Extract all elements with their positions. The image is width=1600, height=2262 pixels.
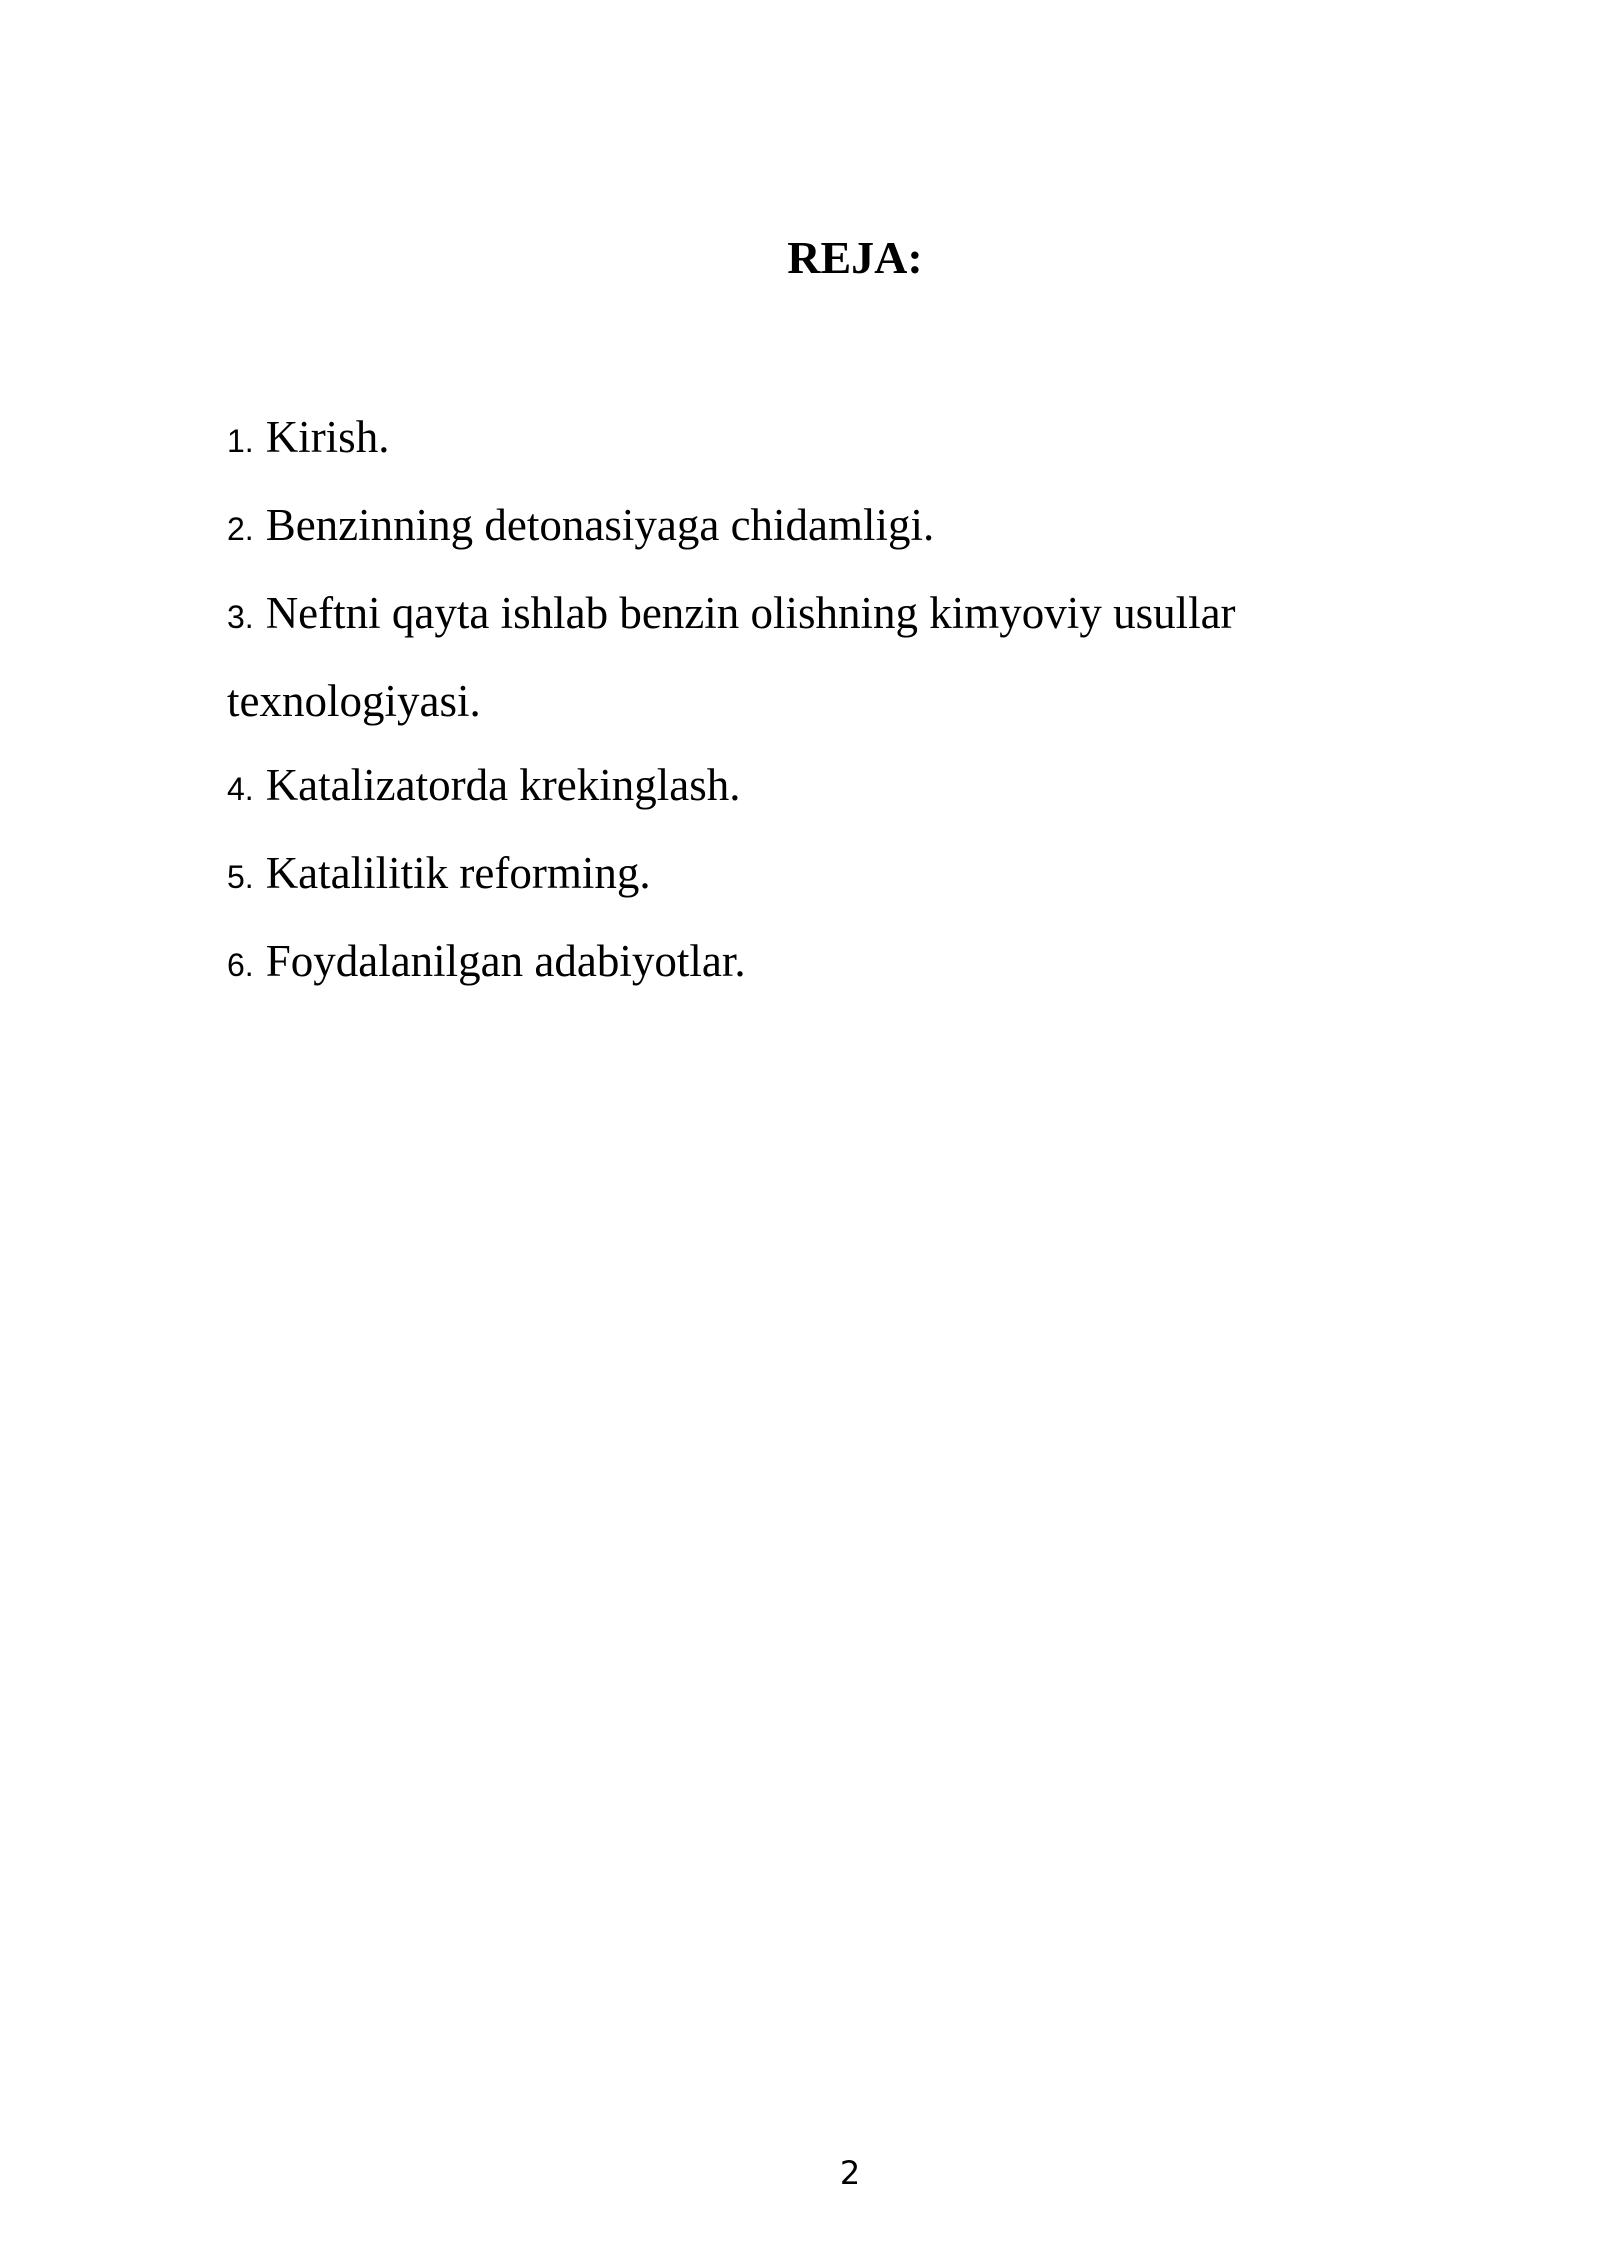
plan-list xyxy=(227,395,1387,1007)
plan-item-text: Neftni qayta ishlab benzin olishning kimyoviy usullar texnologiyasi. xyxy=(227,588,1236,726)
plan-item-number: 5. xyxy=(227,859,254,895)
plan-item-2 xyxy=(227,483,1387,571)
plan-item-number: 3. xyxy=(227,599,254,635)
plan-item-number: 1. xyxy=(227,423,254,459)
plan-item-3 xyxy=(227,571,1387,743)
plan-item-text: Foydalanilgan adabiyotlar. xyxy=(265,936,746,986)
plan-item-1 xyxy=(227,395,1387,483)
plan-item-6 xyxy=(227,919,1387,1007)
plan-item-4 xyxy=(227,743,1387,831)
plan-item-text: Kirish. xyxy=(265,412,390,462)
plan-item-text: Katalilitik reforming. xyxy=(265,848,651,898)
plan-item-5 xyxy=(227,831,1387,919)
page-title: REJA: xyxy=(787,232,923,283)
page-number: 2 xyxy=(839,2154,861,2192)
plan-item-text: Benzinning detonasiyaga chidamligi. xyxy=(265,500,935,550)
plan-item-number: 4. xyxy=(227,771,254,807)
plan-item-text: Katalizatorda krekinglash. xyxy=(265,760,741,810)
plan-item-number: 2. xyxy=(227,511,254,547)
plan-item-number: 6. xyxy=(227,947,254,983)
